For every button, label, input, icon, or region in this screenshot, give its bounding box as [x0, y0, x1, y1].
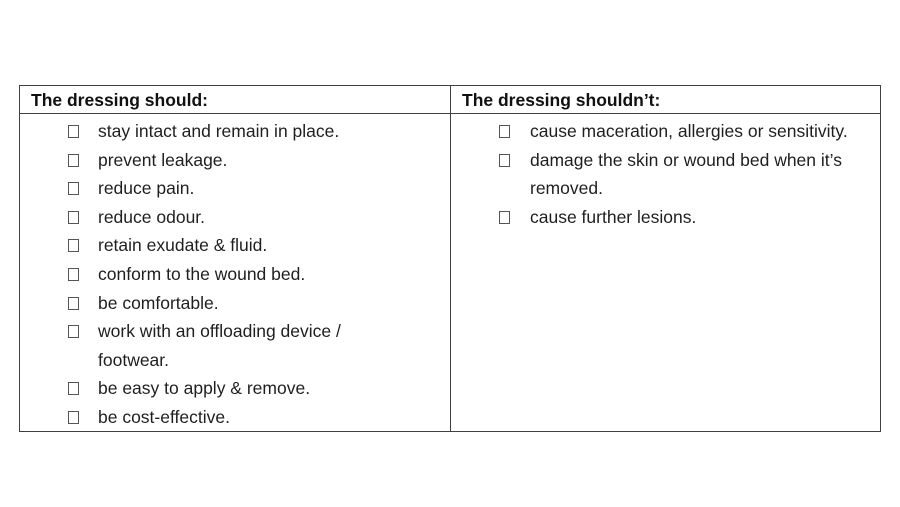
should-item: [20, 146, 450, 175]
dressing-checklist-table: [19, 85, 881, 432]
should-item: [20, 374, 450, 403]
checkbox-icon[interactable]: [68, 382, 79, 395]
should-item: [20, 174, 450, 203]
shouldnt-list: [451, 114, 880, 231]
should-item-text: be comfortable.: [98, 292, 219, 313]
should-item: [20, 289, 450, 318]
shouldnt-header: The dressing shouldn’t:: [451, 86, 880, 114]
shouldnt-item: [451, 146, 880, 203]
shouldnt-item-text: damage the skin or wound bed when it’s removed.: [530, 149, 842, 199]
checkbox-icon[interactable]: [68, 268, 79, 281]
should-item-text: prevent leakage.: [98, 149, 228, 170]
checkbox-icon[interactable]: [499, 125, 510, 138]
should-item-text: retain exudate & fluid.: [98, 235, 268, 256]
checkbox-icon[interactable]: [68, 125, 79, 138]
checkbox-icon[interactable]: [68, 182, 79, 195]
checkbox-icon[interactable]: [68, 297, 79, 310]
checkbox-icon[interactable]: [499, 211, 510, 224]
checkbox-icon[interactable]: [68, 411, 79, 424]
checkbox-icon[interactable]: [68, 239, 79, 252]
should-item: [20, 203, 450, 232]
shouldnt-item-text: cause maceration, allergies or sensitivity.: [530, 121, 848, 141]
shouldnt-item: [451, 203, 880, 232]
should-item: [20, 317, 450, 374]
should-item-text: be cost-effective.: [98, 406, 230, 427]
should-item-text: reduce odour.: [98, 206, 206, 227]
shouldnt-column: [451, 86, 880, 431]
should-item: [20, 231, 450, 260]
shouldnt-item: [451, 117, 880, 146]
checkbox-icon[interactable]: [68, 154, 79, 167]
should-item-text: stay intact and remain in place.: [98, 121, 340, 141]
should-item: [20, 117, 450, 146]
should-column: [20, 86, 451, 431]
should-item-text: conform to the wound bed.: [98, 263, 306, 284]
checkbox-icon[interactable]: [68, 211, 79, 224]
should-list: [20, 114, 450, 432]
checkbox-icon[interactable]: [499, 154, 510, 167]
should-item: [20, 260, 450, 289]
checkbox-icon[interactable]: [68, 325, 79, 338]
should-item-text: be easy to apply & remove.: [98, 378, 311, 399]
should-header: The dressing should:: [20, 86, 450, 114]
should-item-text: reduce pain.: [98, 178, 195, 199]
should-item-text: work with an offloading device / footwear.: [98, 321, 341, 370]
should-item: [20, 403, 450, 432]
shouldnt-item-text: cause further lesions.: [530, 206, 697, 227]
